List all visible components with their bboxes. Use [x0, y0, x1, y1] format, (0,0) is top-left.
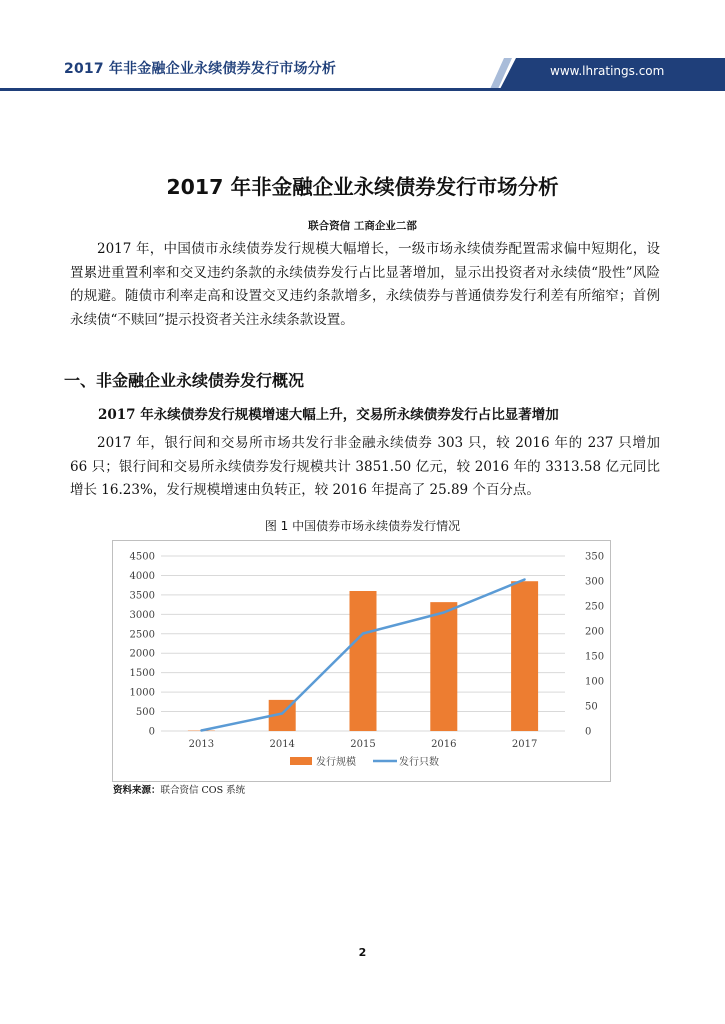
y-right-tick-label: 350: [585, 551, 605, 563]
legend-label: 发行规模: [316, 757, 356, 768]
line-point: [443, 611, 445, 613]
page-number: 2: [358, 946, 367, 959]
line-point: [200, 729, 202, 731]
intro-paragraph: 2017 年，中国债市永续债券发行规模大幅增长，一级市场永续债券配置需求偏中短期化，设置累进重置利率和交叉违约条款的永续债券发行占比显著增加，显示出投资者对永续债“股性”风险的规避。随债市利率走高和设置交叉违约条款增多，永续债券与普通债券发行利差有所缩窄；首例永续债“不赎回”提示投资者关注永续条款设置。: [70, 241, 660, 328]
y-left-tick-label: 4500: [129, 551, 155, 563]
subsection-heading: 2017 年永续债券发行规模增速大幅上升，交易所永续债券发行占比显著增加: [98, 407, 559, 423]
source-note: [113, 782, 245, 796]
x-tick-label: 2017: [511, 739, 538, 750]
issuance-chart: [113, 541, 610, 781]
header-url[interactable]: www.lhratings.com: [550, 64, 665, 78]
bar: [350, 591, 377, 731]
y-left-tick-label: 4000: [129, 570, 155, 582]
legend-label: 发行只数: [399, 757, 439, 768]
line-point: [281, 712, 283, 714]
source-text: 联合资信 COS 系统: [160, 785, 246, 796]
y-right-tick-label: 100: [585, 676, 605, 688]
bar: [511, 581, 538, 731]
x-tick-label: 2013: [188, 739, 215, 750]
y-left-tick-label: 3000: [129, 609, 155, 621]
y-right-tick-label: 300: [585, 576, 605, 588]
y-right-tick-label: 50: [585, 701, 598, 713]
y-left-tick-label: 2500: [129, 629, 155, 641]
y-right-tick-label: 0: [585, 726, 592, 738]
line-point: [523, 578, 525, 580]
y-left-tick-label: 1500: [129, 668, 155, 680]
source-label: 资料来源：: [113, 785, 161, 796]
y-right-tick-label: 250: [585, 601, 605, 613]
y-right-tick-label: 200: [585, 626, 605, 638]
x-tick-label: 2015: [350, 739, 376, 750]
y-left-tick-label: 0: [148, 726, 155, 738]
x-tick-label: 2016: [431, 739, 457, 750]
body-paragraph: 2017 年，银行间和交易所市场共发行非金融永续债券 303 只，较 2016 年的 237 只增加 66 只；银行间和交易所永续债券发行规模共计 3851.50 亿元，较 2016 年的 3313.58 亿元同比增长 16.23%，发行规模增速由负转正，较 2016 年提高了 25.89 个百分点。: [70, 435, 660, 498]
author-line: 联合资信 工商企业二部: [308, 220, 417, 232]
y-left-tick-label: 1000: [129, 687, 155, 699]
chart-container: [112, 540, 611, 782]
figure-title: 图 1 中国债券市场永续债券发行情况: [264, 519, 461, 533]
x-tick-label: 2014: [269, 739, 295, 750]
line-point: [362, 632, 364, 634]
y-left-tick-label: 2000: [129, 648, 155, 660]
y-left-tick-label: 500: [135, 707, 155, 719]
y-left-tick-label: 3500: [129, 590, 155, 602]
header-rule: [0, 88, 725, 91]
header-title: 2017 年非金融企业永续债券发行市场分析: [64, 61, 337, 77]
page-header: [0, 0, 725, 95]
bar: [430, 602, 457, 731]
document-title: 2017 年非金融企业永续债券发行市场分析: [166, 175, 559, 199]
y-right-tick-label: 150: [585, 651, 605, 663]
legend-swatch-bar: [290, 757, 312, 765]
section-heading: 一、非金融企业永续债券发行概况: [64, 371, 305, 390]
